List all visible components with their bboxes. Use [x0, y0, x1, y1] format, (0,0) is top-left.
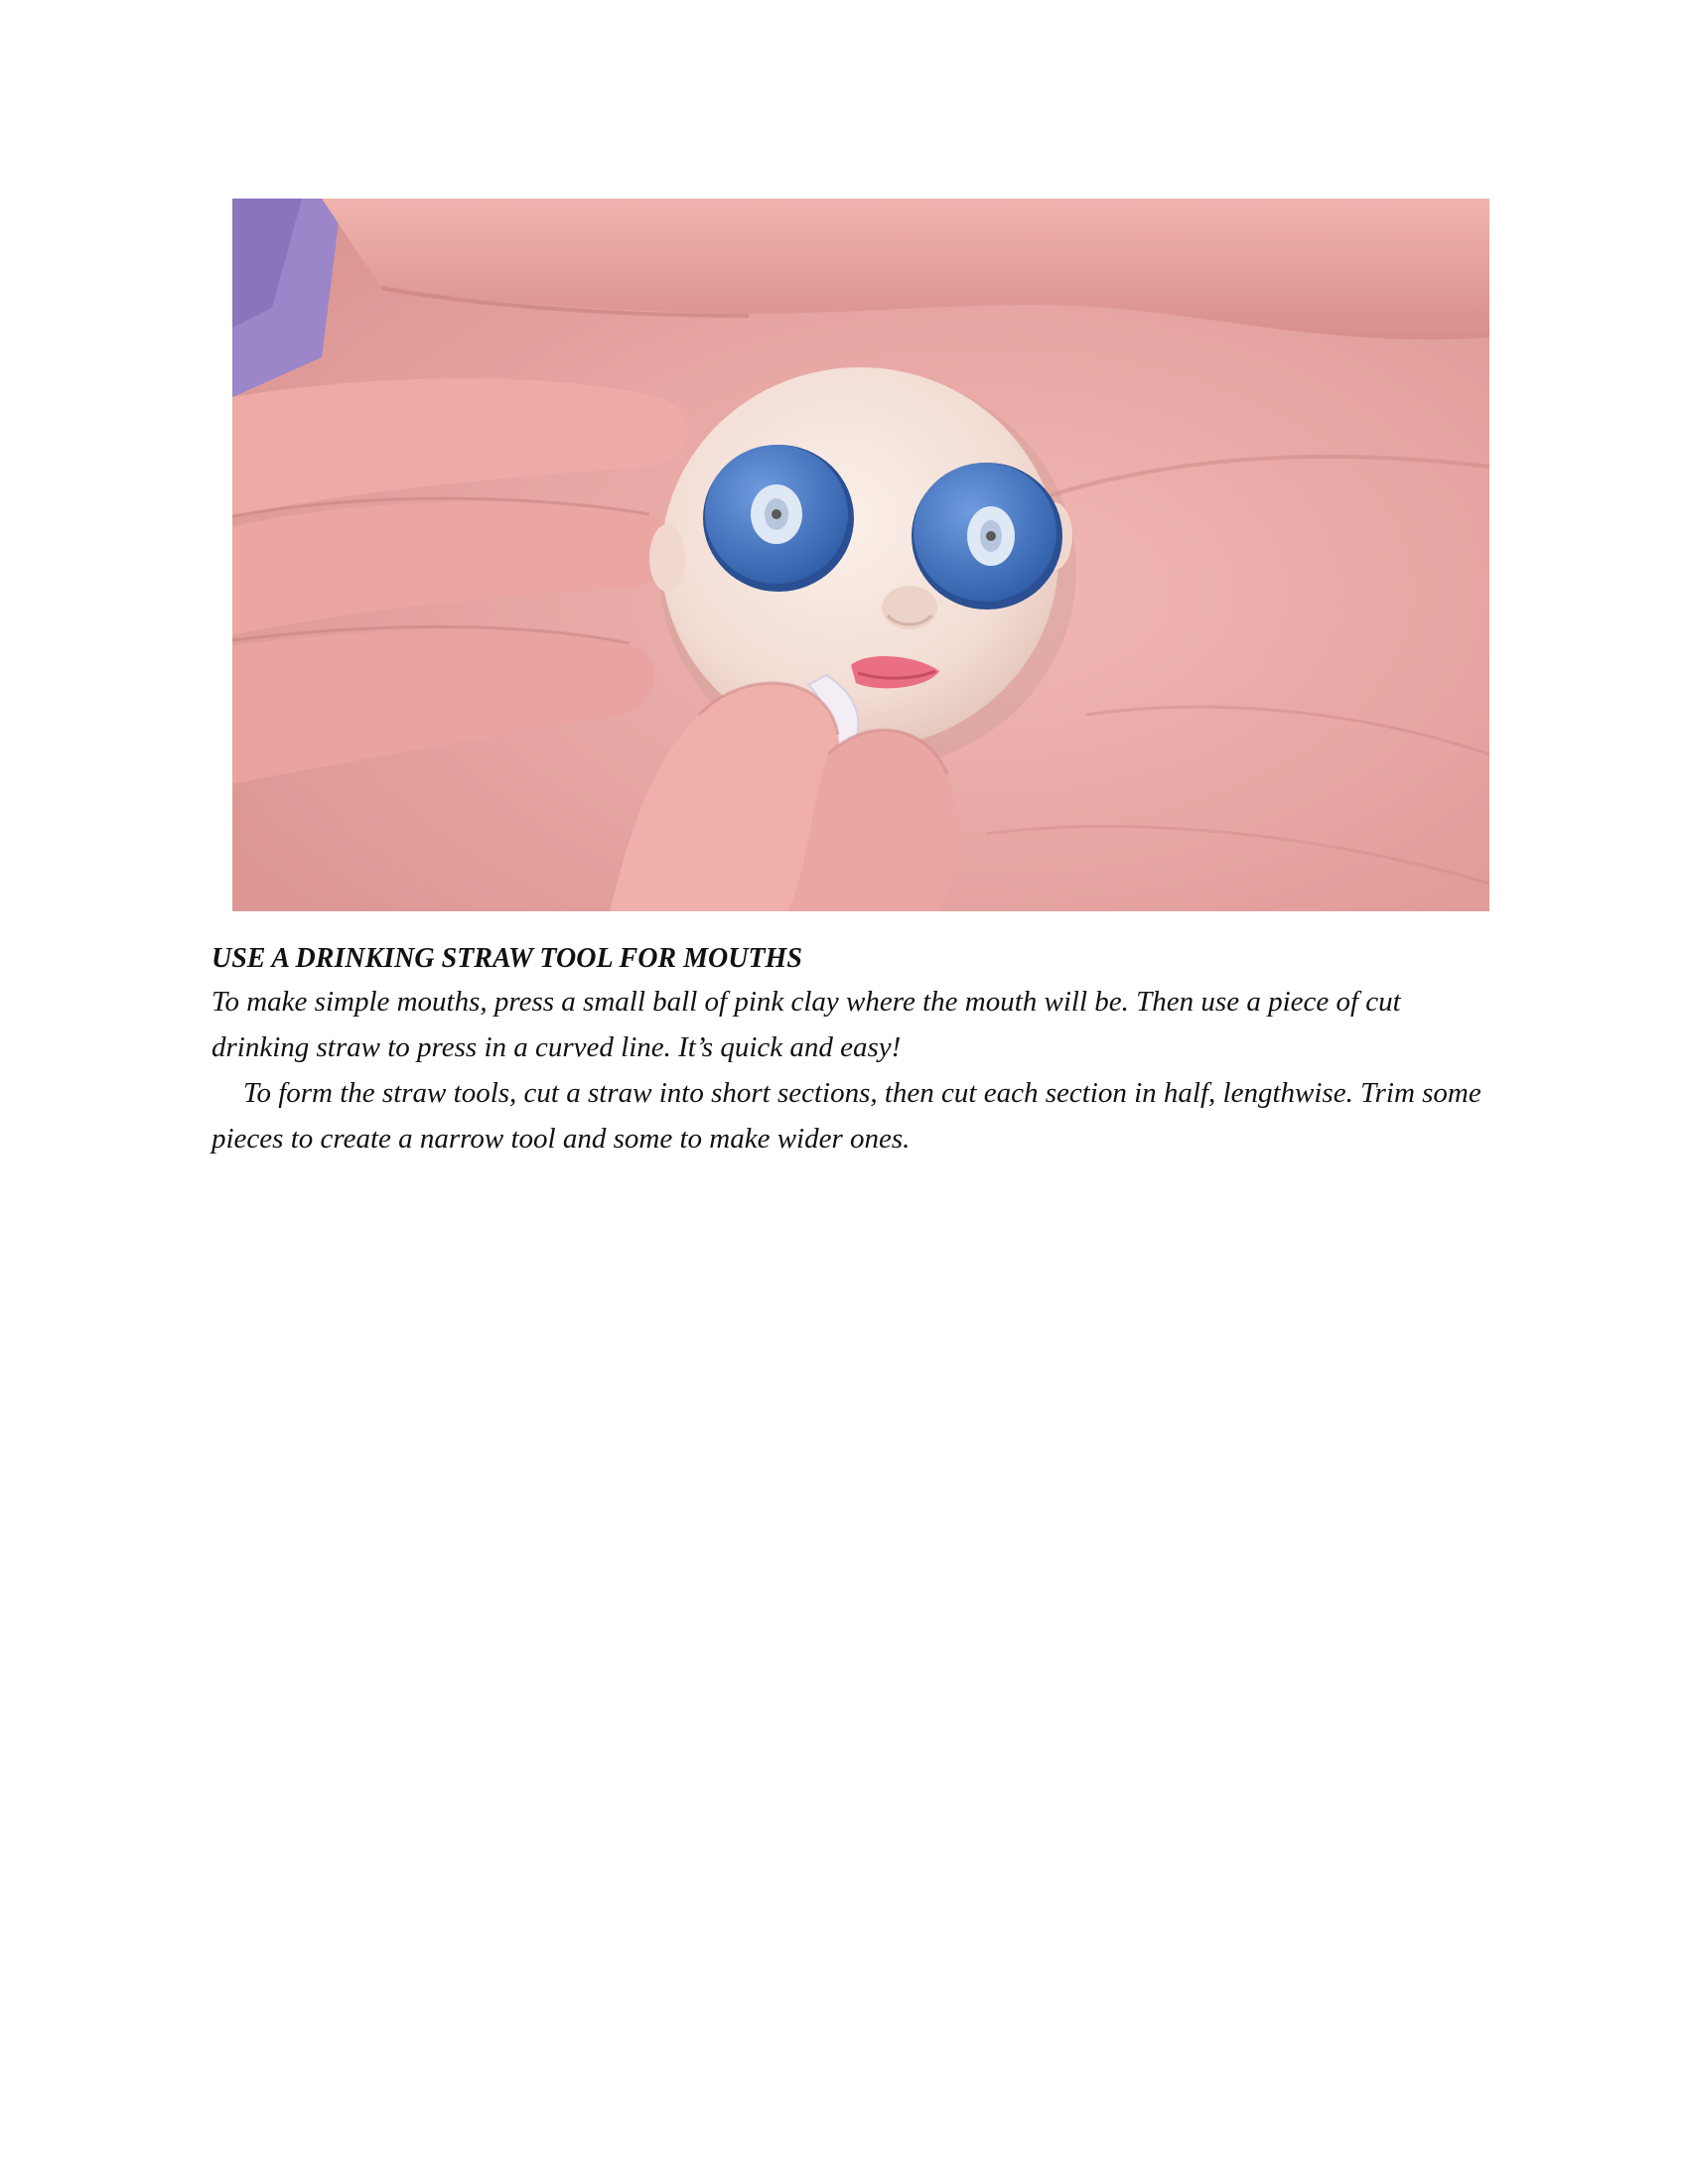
clay-face-photo [232, 199, 1489, 911]
paragraph-2: To form the straw tools, cut a straw into short sections, then cut each section in half, lengthwise. Trim some pieces to create a narrow tool and some to make wider ones. [211, 1077, 1481, 1155]
paragraph-1: To make simple mouths, press a small ball of pink clay where the mouth will be. Then use a piece of cut drinking straw to press in a curved line. It’s quick and easy! [211, 986, 1401, 1063]
left-eye [703, 445, 854, 592]
article-text [211, 939, 1492, 1161]
section-heading: USE A DRINKING STRAW TOOL FOR MOUTHS [211, 943, 802, 974]
clay-nose [882, 586, 937, 629]
right-eye [912, 463, 1062, 610]
